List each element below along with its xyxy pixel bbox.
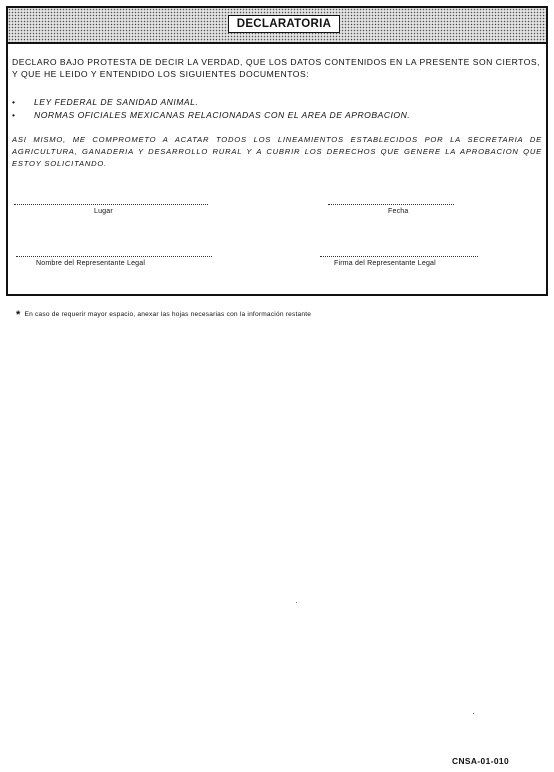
document-list-item [12,109,542,122]
declaration-form-box [6,6,548,296]
representative-name-line[interactable] [16,256,212,257]
place-signature-line[interactable] [14,204,208,205]
representative-name-label: Nombre del Representante Legal [36,260,146,267]
document-list [12,96,542,122]
scan-speck [473,713,474,714]
scan-speck [296,602,297,603]
bullet-icon: • [12,110,16,120]
bullet-icon: • [12,97,16,107]
representative-signature-line[interactable] [320,256,478,257]
form-code: CNSA-01-010 [452,756,509,766]
header-band [8,8,546,44]
document-name: NORMAS OFICIALES MEXICANAS RELACIONADAS CON EL AREA DE APROBACION. [34,110,411,120]
footnote [16,309,311,321]
document-name: LEY FEDERAL DE SANIDAD ANIMAL. [34,97,199,107]
footnote-text: En caso de requerir mayor espacio, anexar las hojas necesarias con la información restante [24,311,312,318]
representative-signature-label: Firma del Representante Legal [334,260,436,267]
declaration-statement: DECLARO BAJO PROTESTA DE DECIR LA VERDAD, QUE LOS DATOS CONTENIDOS EN LA PRESENTE SON CIERTOS, Y QUE HE LEIDO Y ENTENDIDO LOS SIGUIENTES DOCUMENTOS: [12,57,541,79]
form-section-title: DECLARATORIA [228,15,340,33]
asterisk-icon: * [16,309,21,321]
commitment-statement: ASI MISMO, ME COMPROMETO A ACATAR TODOS LOS LINEAMIENTOS ESTABLECIDOS POR LA SECRETARIA DE AGRICULTURA, GANADERIA Y DESARROLLO RURAL Y A CUBRIR LOS DERECHOS QUE GENERE LA APROBACION QUE ESTOY SOLICITANDO. [12,135,542,168]
date-label: Fecha [388,208,409,215]
place-label: Lugar [94,208,113,215]
date-signature-line[interactable] [328,204,454,205]
document-list-item [12,96,542,109]
